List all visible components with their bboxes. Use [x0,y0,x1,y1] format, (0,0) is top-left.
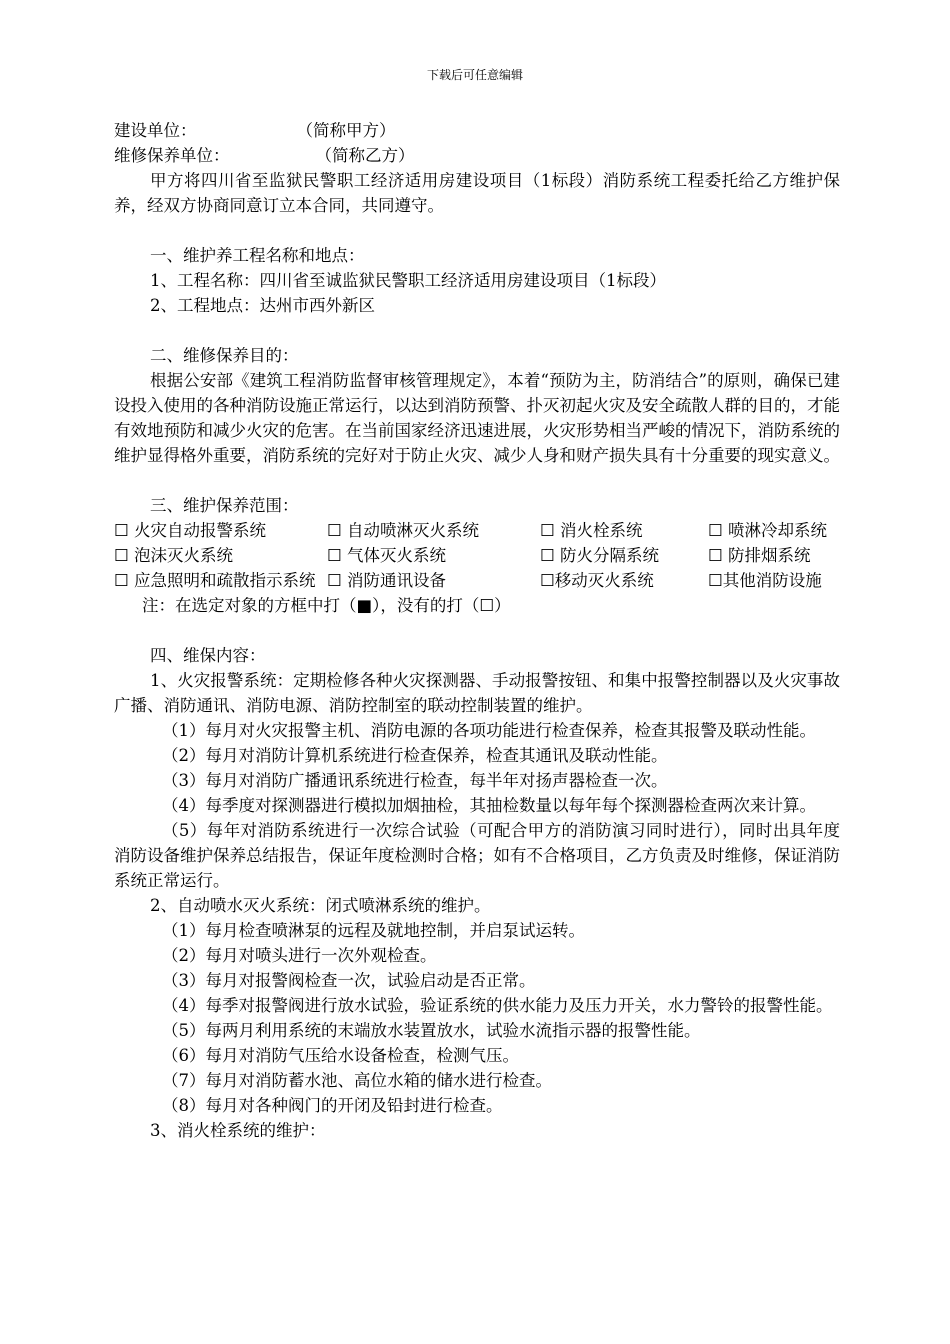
scope-checkbox[interactable]: ☐ 应急照明和疏散指示系统 [114,571,316,590]
fire-alarm-item: （3）每月对消防广播通讯系统进行检查，每半年对扬声器检查一次。 [162,771,668,790]
builder-label: 建设单位： [114,121,197,140]
sprinkler-item: （2）每月对喷头进行一次外观检查。 [162,946,437,965]
scope-note: 注：在选定对象的方框中打（■），没有的打（☐） [142,596,511,615]
project-location: 2、工程地点：达州市西外新区 [150,296,375,315]
maintainer-line [114,143,840,168]
sprinkler-item: （7）每月对消防蓄水池、高位水箱的储水进行检查。 [162,1071,552,1090]
sprinkler-item: （8）每月对各种阀门的开闭及铅封进行检查。 [162,1096,503,1115]
maintainer-note: （简称乙方） [315,146,415,165]
sprinkler-item: （6）每月对消防气压给水设备检查，检测气压。 [162,1046,519,1065]
scope-checkbox[interactable]: ☐ 消火栓系统 [540,521,643,540]
scope-checkbox[interactable]: ☐其他消防设施 [708,571,822,590]
fire-alarm-item: （4）每季度对探测器进行模拟加烟抽检，其抽检数量以每年每个探测器检查两次来计算。 [162,796,816,815]
sprinkler-item: （4）每季对报警阀进行放水试验，验证系统的供水能力及压力开关，水力警铃的报警性能。 [162,996,833,1015]
section4-title: 四、维保内容： [150,646,266,665]
scope-checkbox[interactable]: ☐ 泡沫灭火系统 [114,546,234,565]
fire-alarm-intro: 1、火灾报警系统：定期检修各种火灾探测器、手动报警按钮、和集中报警控制器以及火灾事故广播、消防通讯、消防电源、消防控制室的联动控制装置的维护。 [114,671,840,715]
page-header: 下载后可任意编辑 [426,68,523,82]
fire-alarm-item: （2）每月对消防计算机系统进行检查保养，检查其通讯及联动性能。 [162,746,668,765]
fire-alarm-item: （5）每年对消防系统进行一次综合试验（可配合甲方的消防演习同时进行），同时出具年度消防设备维护保养总结报告，保证年度检测时合格；如有不合格项目，乙方负责及时维修，保证消防系统正常运行。 [114,821,840,890]
sprinkler-item: （5）每两月利用系统的末端放水装置放水，试验水流指示器的报警性能。 [162,1021,701,1040]
sprinkler-item: （1）每月检查喷淋泵的远程及就地控制，并启泵试运转。 [162,921,585,940]
sprinkler-intro: 2、自动喷水灭火系统：闭式喷淋系统的维护。 [150,896,491,915]
section1-title: 一、维护养工程名称和地点： [150,246,365,265]
purpose-paragraph: 根据公安部《建筑工程消防监督审核管理规定》，本着“预防为主，防消结合”的原则，确保已建设投入使用的各种消防设施正常运行，以达到消防预警、扑灭初起火灾及安全疏散人群的目的，才能有效地预防和减少火灾的危害。在当前国家经济迅速进展，火灾形势相当严峻的情况下，消防系统的维护显得格外重要，消防系统的完好对于防止火灾、减少人身和财产损失具有十分重要的现实意义。 [114,371,840,465]
scope-checkbox[interactable]: ☐ 防排烟系统 [708,546,811,565]
builder-line [114,118,840,143]
scope-checkbox[interactable]: ☐ 喷淋冷却系统 [708,521,828,540]
builder-note: （简称甲方） [296,121,396,140]
scope-checkbox[interactable]: ☐ 消防通讯设备 [327,571,447,590]
scope-row [114,543,840,568]
project-name: 1、工程名称：四川省至诚监狱民警职工经济适用房建设项目（1标段） [150,271,666,290]
hydrant-intro: 3、消火栓系统的维护： [150,1121,326,1140]
maintainer-label: 维修保养单位： [114,146,230,165]
fire-alarm-item: （1）每月对火灾报警主机、消防电源的各项功能进行检查保养，检查其报警及联动性能。 [162,721,816,740]
intro-paragraph: 甲方将四川省至监狱民警职工经济适用房建设项目（1标段）消防系统工程委托给乙方维护保养，经双方协商同意订立本合同，共同遵守。 [114,171,840,215]
sprinkler-item: （3）每月对报警阀检查一次，试验启动是否正常。 [162,971,536,990]
scope-checkbox[interactable]: ☐ 自动喷淋灭火系统 [327,521,480,540]
scope-row [114,568,840,593]
scope-checkbox[interactable]: ☐ 防火分隔系统 [540,546,660,565]
scope-checkbox[interactable]: ☐ 气体灭火系统 [327,546,447,565]
section3-title: 三、维护保养范围： [150,496,299,515]
section2-title: 二、维修保养目的： [150,346,299,365]
scope-row [114,518,840,543]
scope-checkbox[interactable]: ☐ 火灾自动报警系统 [114,521,267,540]
scope-checkbox[interactable]: ☐移动灭火系统 [540,571,654,590]
contract-body [114,118,840,1143]
